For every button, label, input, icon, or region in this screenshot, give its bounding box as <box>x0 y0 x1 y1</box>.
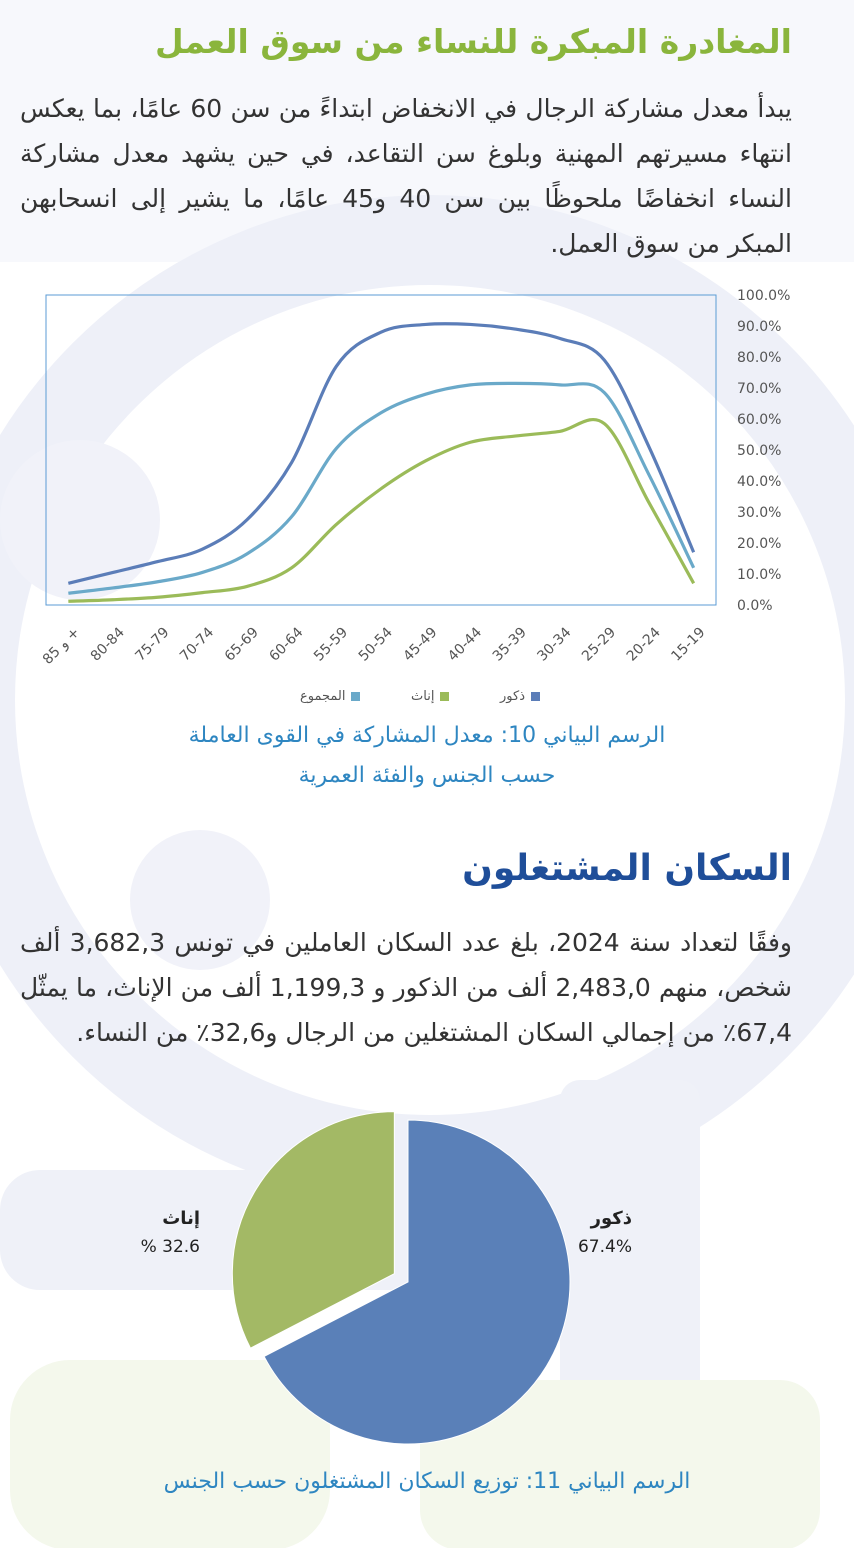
x-tick-label: 45-49 <box>400 624 441 665</box>
chart10-caption-line2: حسب الجنس والفئة العمرية <box>298 763 556 788</box>
section-title-employed: السكان المشتغلون <box>462 848 792 889</box>
employed-paragraph: وفقًا لتعداد سنة 2024، بلغ عدد السكان العاملين في تونس 3,682,3 ألف شخص، منهم 2,483,0 ألف من الذكور و 1,199,3 ألف من الإناث، ما يمثّل 67,4٪ من إجمالي السكان المشتغلين من الرجال و32,6٪ من النساء. <box>20 928 792 1047</box>
x-tick-label: 50-54 <box>355 624 396 665</box>
legend-label-total: المجموع <box>300 688 346 704</box>
pie-label-male-name: ذكور <box>590 1208 632 1229</box>
x-tick-label: 15-19 <box>668 624 709 665</box>
x-tick-label: 30-34 <box>534 624 575 665</box>
x-tick-label: 70-74 <box>177 624 218 665</box>
x-tick-label: 25-29 <box>579 624 620 665</box>
pie-label-female <box>141 1208 200 1257</box>
y-tick-label: 60.0% <box>737 412 782 428</box>
legend-label-male: ذكور <box>500 688 525 704</box>
x-tick-label: 35-39 <box>489 624 530 665</box>
legend-item-total <box>300 689 360 704</box>
x-tick-label: 65-69 <box>221 624 262 665</box>
employment-pie-chart <box>0 1100 854 1460</box>
series-line-0 <box>68 324 693 584</box>
legend-label-female: إناث <box>411 688 435 704</box>
legend-swatch-male <box>531 692 540 701</box>
x-tick-label: 40-44 <box>445 624 486 665</box>
x-tick-label: 60-64 <box>266 624 307 665</box>
pie-label-female-name: إناث <box>162 1208 200 1229</box>
y-tick-label: 90.0% <box>737 319 782 335</box>
y-tick-label: 0.0% <box>737 598 773 614</box>
series-line-1 <box>68 420 693 602</box>
chart10-caption <box>0 716 854 796</box>
y-tick-label: 20.0% <box>737 536 782 552</box>
y-tick-label: 100.0% <box>737 288 791 304</box>
y-tick-label: 30.0% <box>737 505 782 521</box>
y-tick-label: 10.0% <box>737 567 782 583</box>
x-tick-label: 20-24 <box>623 624 664 665</box>
legend-item-male <box>500 689 540 704</box>
x-tick-label: 75-79 <box>132 624 173 665</box>
chart10-caption-line1: الرسم البياني 10: معدل المشاركة في القوى العاملة <box>188 723 666 748</box>
legend-swatch-total <box>351 692 360 701</box>
x-tick-label: 80-84 <box>87 624 128 665</box>
intro-paragraph: يبدأ معدل مشاركة الرجال في الانخفاض ابتداءً من سن 60 عامًا، بما يعكس انتهاء مسيرتهم المهنية وبلوغ سن التقاعد، في حين يشهد معدل مشاركة النساء انخفاضًا ملحوظًا بين سن 40 و45 عامًا، ما يشير إلى انسحابهن المبكر من سوق العمل. <box>20 94 792 258</box>
legend-swatch-female <box>440 692 449 701</box>
y-tick-label: 40.0% <box>737 474 782 490</box>
section-title-early-exit: المغادرة المبكرة للنساء من سوق العمل <box>154 22 792 61</box>
participation-line-chart <box>0 280 854 680</box>
pie-label-male <box>578 1208 632 1257</box>
plot-area-border <box>46 295 716 605</box>
pie-label-male-value: 67.4% <box>577 1237 632 1257</box>
y-tick-label: 70.0% <box>737 381 782 397</box>
x-tick-label: 85 و + <box>39 624 84 668</box>
pie-label-female-value: 32.6 % <box>140 1237 200 1257</box>
y-tick-label: 80.0% <box>737 350 782 366</box>
y-tick-label: 50.0% <box>737 443 782 459</box>
chart11-caption: الرسم البياني 11: توزيع السكان المشتغلون حسب الجنس <box>163 1469 691 1494</box>
legend-item-female <box>411 689 449 704</box>
x-tick-label: 55-59 <box>311 624 352 665</box>
line-chart-legend <box>300 686 540 706</box>
